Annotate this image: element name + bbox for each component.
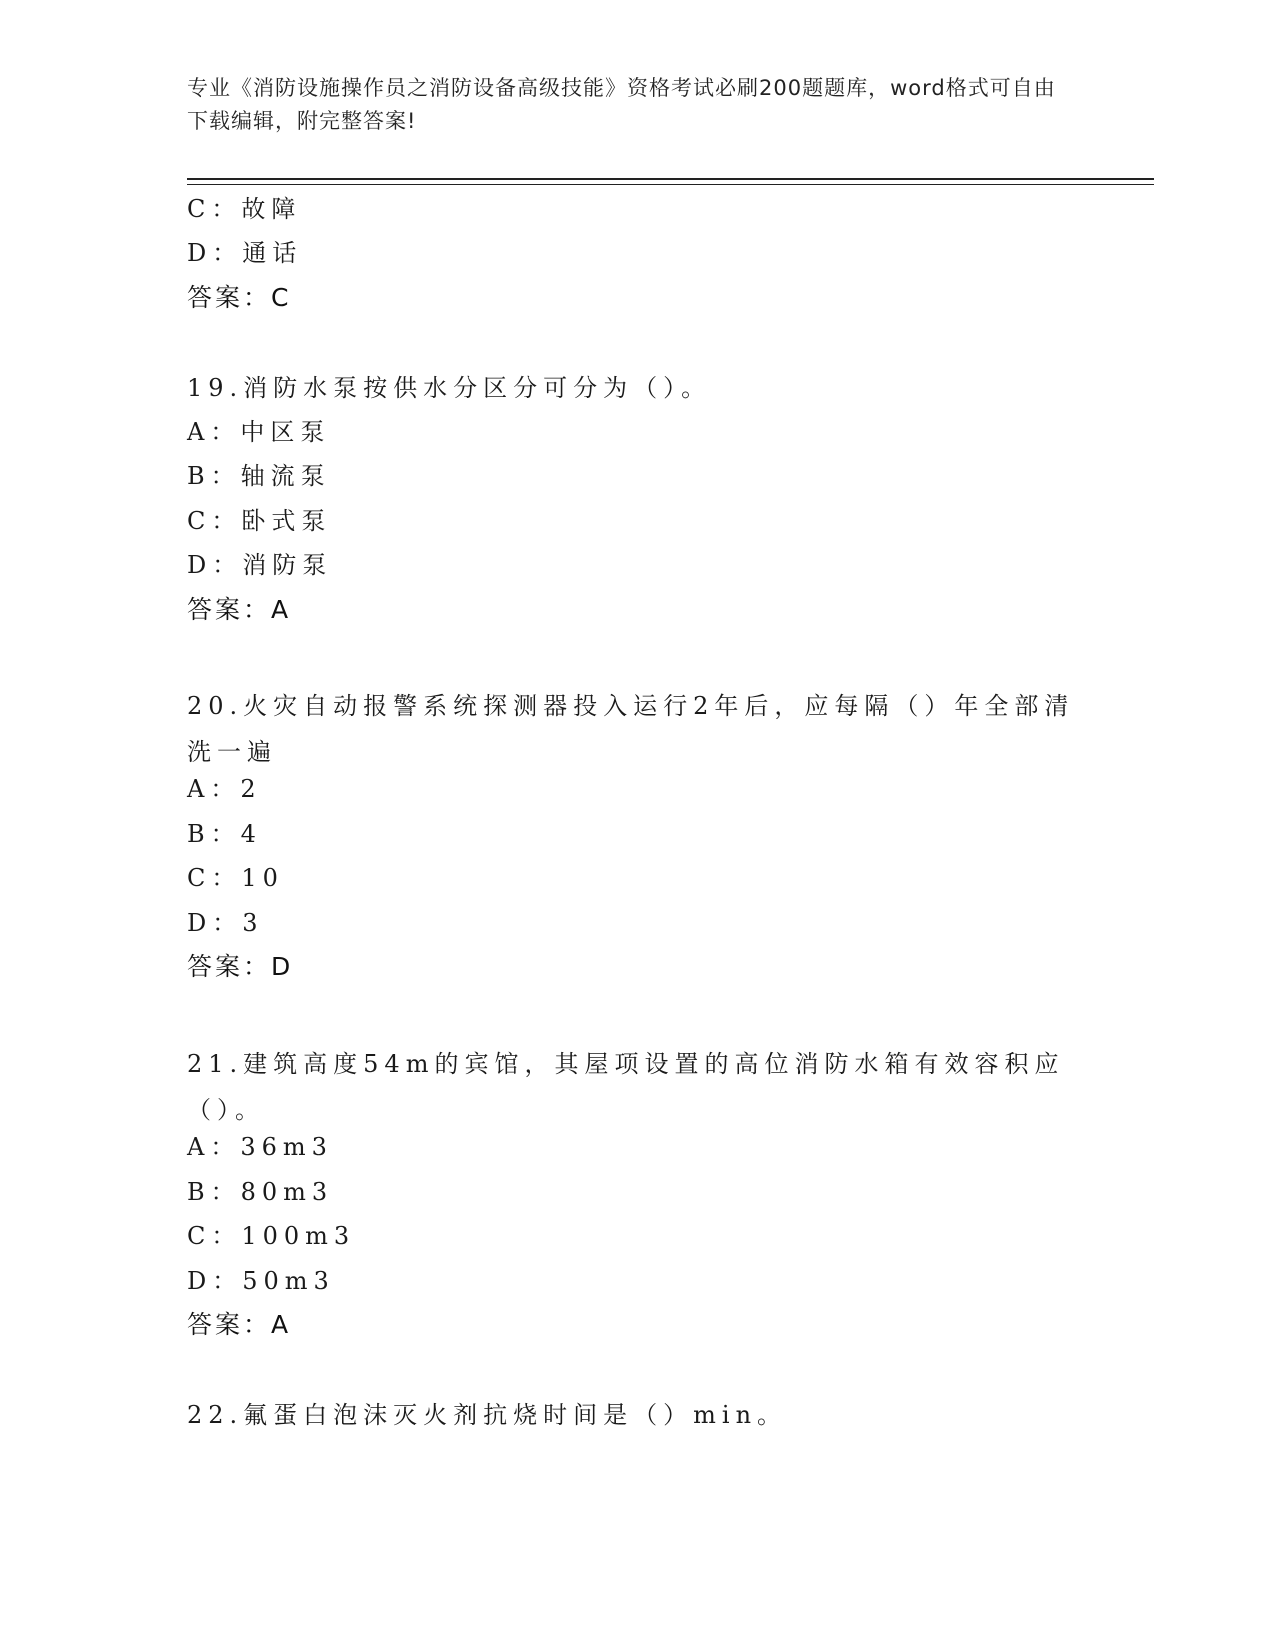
header-rule-thin (187, 184, 1154, 185)
q19-option-b: B：轴流泵 (187, 462, 331, 490)
q20-option-b: B：4 (187, 820, 262, 848)
q21-option-c: C：100m3 (187, 1222, 356, 1250)
q21-stem: 21.建筑高度54m的宾馆，其屋项设置的高位消防水箱有效容积应（）。 (187, 1050, 1065, 1124)
q21-option-b: B：80m3 (187, 1178, 334, 1206)
q19-answer: 答案：A (187, 595, 292, 624)
q20-option-a: A：2 (187, 775, 262, 803)
q19-option-a: A：中区泵 (187, 418, 331, 446)
document-header: 专业《消防设施操作员之消防设备高级技能》资格考试必刷200题题库，word格式可自由下载编辑，附完整答案! (187, 76, 1056, 133)
q20-stem: 20.火灾自动报警系统探测器投入运行2年后，应每隔（）年全部清洗一遍 (187, 692, 1075, 766)
q18-answer: 答案：C (187, 283, 292, 312)
q21-answer: 答案：A (187, 1310, 292, 1339)
header-rule-thick (187, 178, 1154, 180)
q19-stem: 19.消防水泵按供水分区分可分为（）。 (187, 374, 712, 402)
q20-option-c: C：10 (187, 864, 284, 892)
q19-option-d: D：消防泵 (187, 551, 333, 579)
q20-option-d: D：3 (187, 909, 264, 937)
q21-option-a: A：36m3 (187, 1133, 333, 1161)
q19-option-c: C：卧式泵 (187, 507, 332, 535)
q18-option-c: C：故障 (187, 195, 302, 223)
q20-answer: 答案：D (187, 952, 294, 981)
q18-option-d: D：通话 (187, 239, 303, 267)
q21-option-d: D：50m3 (187, 1267, 335, 1295)
q22-stem: 22.氟蛋白泡沫灭火剂抗烧时间是（）min。 (187, 1401, 788, 1429)
